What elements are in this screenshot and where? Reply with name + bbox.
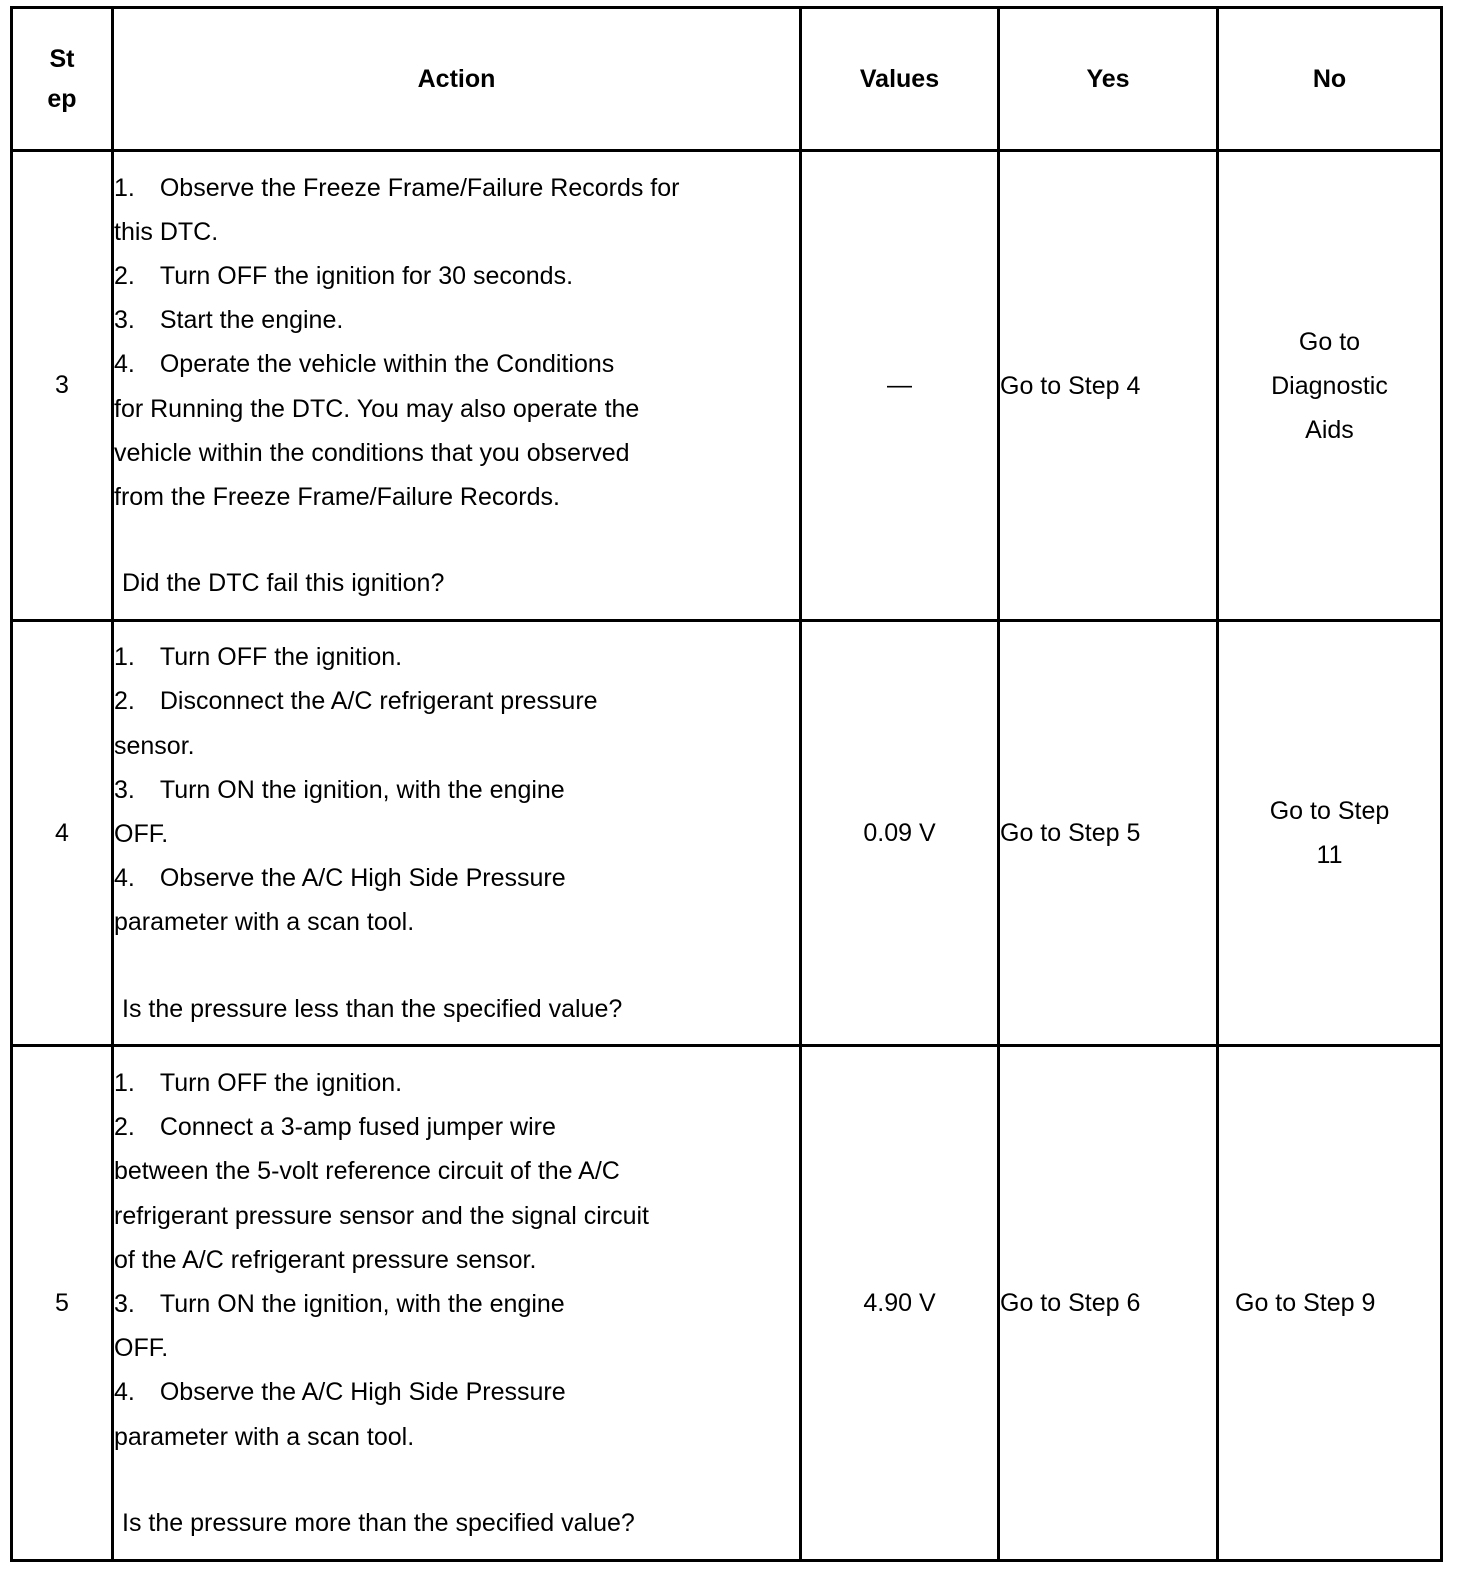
action-line: this DTC. xyxy=(114,217,219,246)
action-line: 1. Turn OFF the ignition. xyxy=(114,643,403,672)
no-line: Go to Step xyxy=(1269,797,1390,825)
action-line: 2. Turn OFF the ignition for 30 seconds. xyxy=(114,261,574,290)
diagnostic-document xyxy=(10,6,1440,1561)
no-cell xyxy=(1218,621,1442,1046)
header-no: No xyxy=(1218,8,1442,151)
action-line: 3. Turn ON the ignition, with the engine xyxy=(114,775,565,804)
action-cell xyxy=(113,1046,801,1561)
table-row xyxy=(12,1046,1442,1561)
step-number: 5 xyxy=(12,1046,113,1561)
header-values: Values xyxy=(801,8,999,151)
yes-cell: Go to Step 5 xyxy=(999,621,1218,1046)
action-line: 4. Observe the A/C High Side Pressure xyxy=(114,864,566,893)
header-step xyxy=(12,8,113,151)
action-line: of the A/C refrigerant pressure sensor. xyxy=(114,1245,537,1274)
value-cell: 4.90 V xyxy=(801,1046,999,1561)
action-cell xyxy=(113,151,801,621)
diagnostic-table xyxy=(10,6,1443,1562)
action-line: 4. Operate the vehicle within the Conditions xyxy=(114,350,615,379)
action-question: Is the pressure less than the specified value? xyxy=(122,994,623,1023)
action-line: from the Freeze Frame/Failure Records. xyxy=(114,483,560,511)
action-line: for Running the DTC. You may also operate the xyxy=(114,394,640,423)
header-yes: Yes xyxy=(999,8,1218,151)
step-number: 4 xyxy=(12,621,113,1046)
step-number: 3 xyxy=(12,151,113,621)
action-line: 3. Turn ON the ignition, with the engine xyxy=(114,1290,565,1318)
header-step-line1: St xyxy=(49,45,75,73)
no-line: Go to Step 9 xyxy=(1235,1289,1376,1317)
action-line: OFF. xyxy=(114,1334,169,1363)
action-line: 2. Disconnect the A/C refrigerant pressure xyxy=(114,687,598,716)
action-cell xyxy=(113,621,801,1046)
header-step-line2: ep xyxy=(47,85,77,113)
action-line: OFF. xyxy=(114,820,169,848)
no-cell xyxy=(1218,1046,1442,1561)
action-line: parameter with a scan tool. xyxy=(114,908,415,937)
yes-cell: Go to Step 6 xyxy=(999,1046,1218,1561)
action-question: Is the pressure more than the specified value? xyxy=(122,1508,635,1537)
yes-cell: Go to Step 4 xyxy=(999,151,1218,621)
action-line: 4. Observe the A/C High Side Pressure xyxy=(114,1378,566,1407)
action-line: 1. Turn OFF the ignition. xyxy=(114,1068,403,1097)
action-line: 2. Connect a 3-amp fused jumper wire xyxy=(114,1113,556,1142)
action-line: vehicle within the conditions that you observed xyxy=(114,438,630,467)
action-line: parameter with a scan tool. xyxy=(114,1422,415,1451)
no-line: 11 xyxy=(1316,841,1343,869)
action-line: 1. Observe the Freeze Frame/Failure Records for xyxy=(114,173,680,202)
table-header-row xyxy=(12,8,1442,151)
value-cell: 0.09 V xyxy=(801,621,999,1046)
value-cell: — xyxy=(801,151,999,621)
action-line: 3. Start the engine. xyxy=(114,306,344,335)
header-action: Action xyxy=(113,8,801,151)
table-row xyxy=(12,151,1442,621)
action-line: between the 5-volt reference circuit of the A/C xyxy=(114,1157,620,1186)
no-cell xyxy=(1218,151,1442,621)
action-line: sensor. xyxy=(114,731,195,760)
no-line: Aids xyxy=(1305,415,1354,444)
no-line: Go to xyxy=(1298,327,1361,356)
table-row xyxy=(12,621,1442,1046)
action-question: Did the DTC fail this ignition? xyxy=(122,569,445,598)
action-line: refrigerant pressure sensor and the signal circuit xyxy=(114,1201,649,1230)
no-line: Diagnostic xyxy=(1271,371,1388,400)
